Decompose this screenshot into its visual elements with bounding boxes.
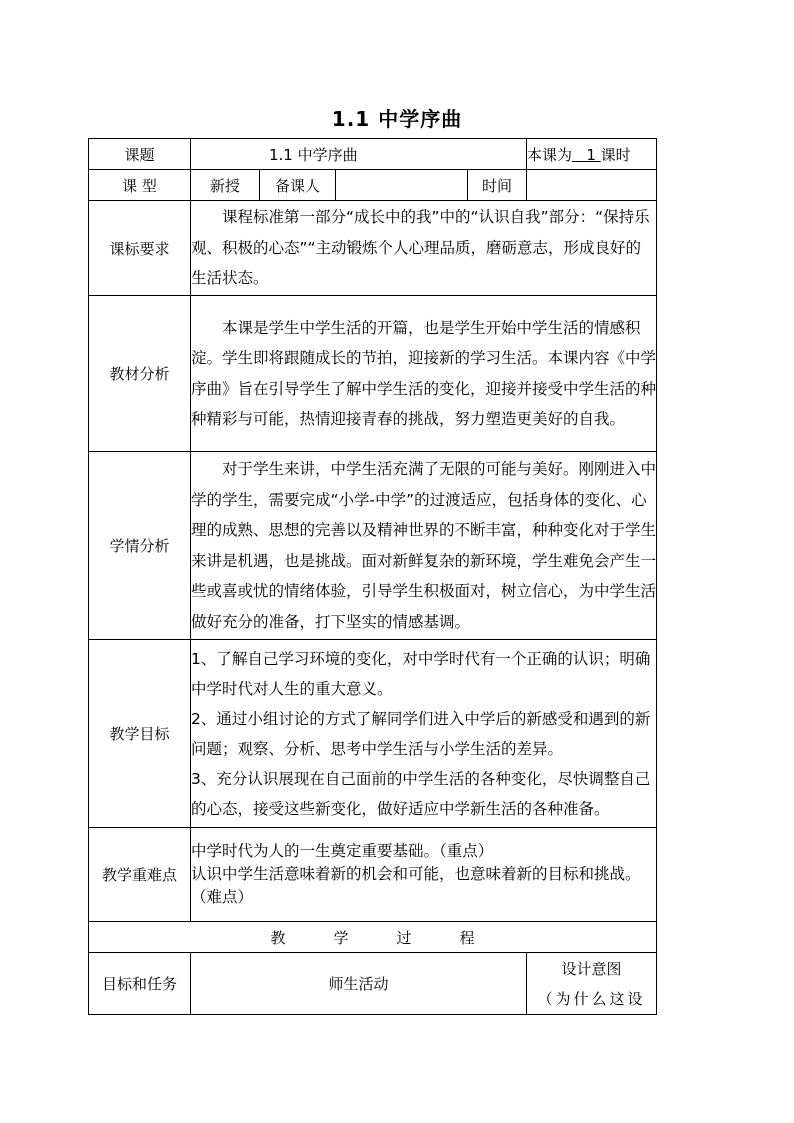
- time-label: 时间: [468, 170, 527, 201]
- process-char: 学: [333, 928, 349, 947]
- hours-value: [572, 146, 601, 164]
- row-standards: [89, 201, 657, 296]
- document-title: 1.1 中学序曲: [331, 107, 463, 131]
- key-point-text: 中学时代为人的一生奠定重要基础。（重点）: [191, 842, 494, 860]
- intent-header: [527, 953, 657, 1015]
- process-heading: [89, 922, 657, 953]
- textbook-text: 本课是学生中学生活的开篇，也是学生开始中学生活的情感积淀。学生即将跟随成长的节拍，迎接新的学习生活。本课内容《中学序曲》旨在引导学生了解中学生活的变化，迎接并接受中学生活的种种精彩与可能，热情迎接青春的挑战，努力塑造更美好的自我。: [191, 318, 657, 428]
- topic-value: 1.1 中学序曲: [191, 139, 527, 170]
- row-students: [89, 452, 657, 640]
- students-text: 对于学生来讲，中学生活充满了无限的可能与美好。刚刚进入中学的学生，需要完成“小学-中学”的过渡适应，包括身体的变化、心理的成熟、思想的完善以及精神世界的不断丰富，种种变化对于学生来讲是机遇，也是挑战。面对新鲜复杂的新环境，学生难免会产生一些或喜或忧的情绪体验，引导学生积极面对，树立信心，为中学生活做好充分的准备，打下坚实的情感基调。: [191, 460, 657, 631]
- row-topic: [89, 139, 657, 170]
- teacher-label: 备课人: [260, 170, 336, 201]
- objective-item: 1、了解自己学习环境的变化，对中学时代有一个正确的认识；明确中学时代对人生的重大意义。: [191, 649, 651, 698]
- type-value: 新授: [191, 170, 260, 201]
- key-points-label: 教学重难点: [89, 828, 191, 922]
- students-label: 学情分析: [89, 452, 191, 640]
- time-value: [527, 170, 657, 201]
- process-char: 过: [396, 928, 412, 947]
- row-textbook: [89, 296, 657, 452]
- lesson-plan-table: [88, 138, 657, 1015]
- intent-line: 设计意图: [561, 959, 622, 978]
- topic-label: 课题: [89, 139, 191, 170]
- objective-item: 2、通过小组讨论的方式了解同学们进入中学后的新感受和遇到的新问题；观察、分析、思考中学生活与小学生活的差异。: [191, 709, 651, 758]
- row-objectives: [89, 640, 657, 828]
- type-label: 课 型: [89, 170, 191, 201]
- activities-header: 师生活动: [191, 953, 527, 1015]
- process-char: 程: [459, 928, 475, 947]
- hours-number: 1: [586, 145, 596, 164]
- textbook-label: 教材分析: [89, 296, 191, 452]
- standards-text: 课程标准第一部分“成长中的我”中的“认识自我”部分：“保持乐观、积极的心态”“主动锻炼个人心理品质，磨砺意志，形成良好的生活状态。: [191, 208, 650, 288]
- hours-prefix: 本课为: [527, 145, 573, 164]
- row-type: [89, 170, 657, 201]
- lesson-hours: [527, 139, 657, 170]
- objective-item: 3、充分认识展现在自己面前的中学生活的各种变化，尽快调整自己的心态，接受这些新变化，做好适应中学新生活的各种准备。: [191, 769, 651, 818]
- goals-header: 目标和任务: [89, 953, 191, 1015]
- difficult-point-text: 认识中学生活意味着新的机会和可能，也意味着新的目标和挑战。（难点）: [191, 865, 641, 906]
- row-process-columns: [89, 953, 657, 1015]
- row-key-points: [89, 828, 657, 922]
- hours-suffix: 课时: [600, 145, 631, 164]
- objectives-label: 教学目标: [89, 640, 191, 828]
- row-process-heading: [89, 922, 657, 953]
- teacher-value: [336, 170, 468, 201]
- intent-line: （为什么这设: [537, 989, 646, 1008]
- standards-label: 课标要求: [89, 201, 191, 296]
- process-char: 教: [270, 928, 286, 947]
